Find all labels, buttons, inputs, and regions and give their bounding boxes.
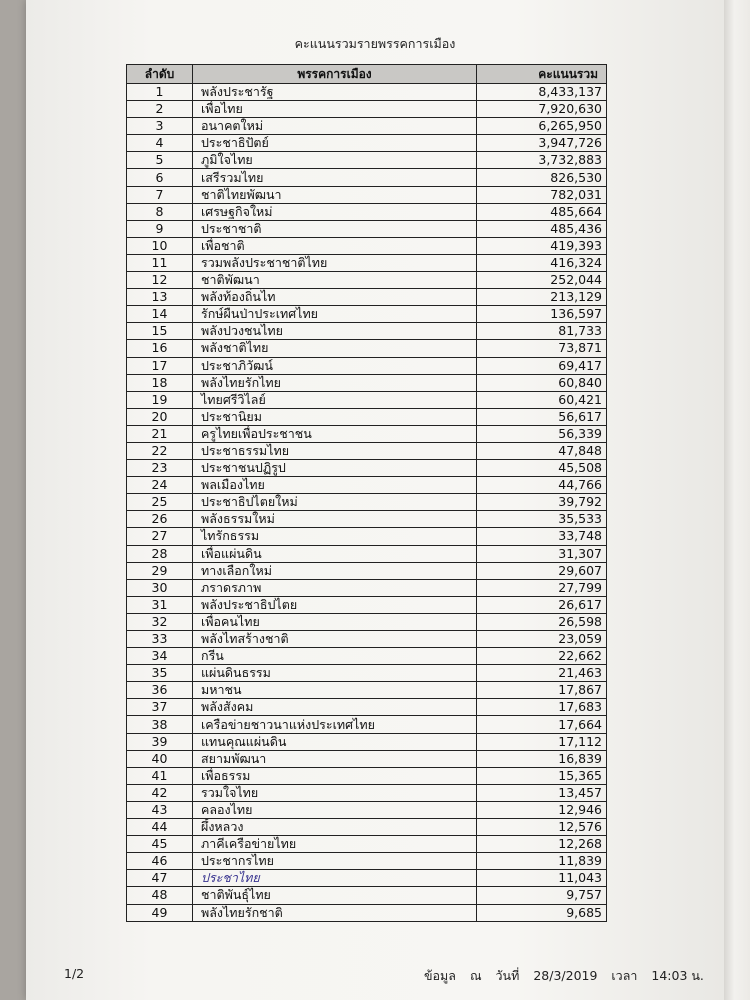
cell-party: เพื่อไทย: [193, 101, 477, 118]
table-row: [127, 84, 607, 101]
cell-score: 47,848: [477, 442, 607, 459]
cell-party: พลังท้องถิ่นไท: [193, 289, 477, 306]
cell-rank: 5: [127, 152, 193, 169]
cell-rank: 39: [127, 733, 193, 750]
table-row: [127, 750, 607, 767]
cell-score: 33,748: [477, 528, 607, 545]
cell-party: สยามพัฒนา: [193, 750, 477, 767]
cell-party: เพื่อชาติ: [193, 237, 477, 254]
cell-party: แทนคุณแผ่นดิน: [193, 733, 477, 750]
cell-rank: 24: [127, 477, 193, 494]
cell-party: ไทรักธรรม: [193, 528, 477, 545]
cell-score: 9,685: [477, 904, 607, 921]
at-label: ณ: [469, 968, 482, 983]
cell-score: 252,044: [477, 272, 607, 289]
cell-rank: 27: [127, 528, 193, 545]
table-row: [127, 118, 607, 135]
table-row: [127, 579, 607, 596]
cell-score: 7,920,630: [477, 101, 607, 118]
cell-score: 45,508: [477, 460, 607, 477]
cell-rank: 7: [127, 186, 193, 203]
cell-score: 485,664: [477, 203, 607, 220]
cell-score: 56,339: [477, 425, 607, 442]
table-row: [127, 101, 607, 118]
cell-score: 826,530: [477, 169, 607, 186]
table-row: [127, 220, 607, 237]
cell-rank: 14: [127, 306, 193, 323]
cell-party: ประชาไทย: [193, 870, 477, 887]
table-row: [127, 425, 607, 442]
cell-rank: 35: [127, 665, 193, 682]
cell-score: 23,059: [477, 631, 607, 648]
cell-rank: 1: [127, 84, 193, 101]
adjacent-paper-edge: [724, 0, 750, 1000]
cell-party: ประชาธรรมไทย: [193, 442, 477, 459]
table-header-row: [127, 65, 607, 84]
cell-rank: 47: [127, 870, 193, 887]
cell-score: 60,840: [477, 374, 607, 391]
cell-score: 3,947,726: [477, 135, 607, 152]
page-number: 1/2: [64, 966, 85, 981]
cell-rank: 33: [127, 631, 193, 648]
cell-party: ผึ้งหลวง: [193, 819, 477, 836]
cell-party: พลังประชาธิปไตย: [193, 596, 477, 613]
cell-rank: 4: [127, 135, 193, 152]
cell-rank: 23: [127, 460, 193, 477]
cell-score: 15,365: [477, 767, 607, 784]
cell-score: 29,607: [477, 562, 607, 579]
cell-rank: 16: [127, 340, 193, 357]
table-row: [127, 135, 607, 152]
cell-rank: 42: [127, 784, 193, 801]
table-row: [127, 511, 607, 528]
table-row: [127, 904, 607, 921]
table-row: [127, 460, 607, 477]
time-label: เวลา: [611, 968, 638, 983]
cell-party: ประชานิยม: [193, 408, 477, 425]
table-row: [127, 374, 607, 391]
cell-score: 17,867: [477, 682, 607, 699]
cell-rank: 41: [127, 767, 193, 784]
table-row: [127, 596, 607, 613]
table-row: [127, 887, 607, 904]
table-row: [127, 562, 607, 579]
table-row: [127, 442, 607, 459]
cell-rank: 31: [127, 596, 193, 613]
cell-rank: 3: [127, 118, 193, 135]
cell-rank: 43: [127, 801, 193, 818]
cell-party: รวมพลังประชาชาติไทย: [193, 254, 477, 271]
cell-score: 213,129: [477, 289, 607, 306]
cell-rank: 38: [127, 716, 193, 733]
table-row: [127, 631, 607, 648]
cell-rank: 34: [127, 648, 193, 665]
cell-party: ภูมิใจไทย: [193, 152, 477, 169]
cell-party: กรีน: [193, 648, 477, 665]
table-row: [127, 528, 607, 545]
cell-score: 26,617: [477, 596, 607, 613]
table-row: [127, 784, 607, 801]
document-title: คะแนนรวมรายพรรคการเมือง: [294, 36, 456, 51]
table-row: [127, 357, 607, 374]
cell-score: 12,576: [477, 819, 607, 836]
table-row: [127, 254, 607, 271]
table-row: [127, 819, 607, 836]
data-timestamp: [424, 966, 714, 986]
cell-score: 21,463: [477, 665, 607, 682]
cell-score: 13,457: [477, 784, 607, 801]
table-row: [127, 203, 607, 220]
cell-rank: 15: [127, 323, 193, 340]
cell-party: ไทยศรีวิไลย์: [193, 391, 477, 408]
cell-party: เครือข่ายชาวนาแห่งประเทศไทย: [193, 716, 477, 733]
cell-rank: 45: [127, 836, 193, 853]
cell-rank: 11: [127, 254, 193, 271]
cell-rank: 26: [127, 511, 193, 528]
cell-score: 17,683: [477, 699, 607, 716]
cell-party: รวมใจไทย: [193, 784, 477, 801]
cell-score: 17,664: [477, 716, 607, 733]
cell-score: 419,393: [477, 237, 607, 254]
cell-rank: 25: [127, 494, 193, 511]
cell-party: พลังไทยรักชาติ: [193, 904, 477, 921]
cell-rank: 37: [127, 699, 193, 716]
cell-score: 69,417: [477, 357, 607, 374]
table-row: [127, 836, 607, 853]
table-row: [127, 699, 607, 716]
cell-party: ชาติพันธุ์ไทย: [193, 887, 477, 904]
cell-score: 56,617: [477, 408, 607, 425]
cell-party: อนาคตใหม่: [193, 118, 477, 135]
cell-rank: 18: [127, 374, 193, 391]
table-row: [127, 477, 607, 494]
cell-rank: 2: [127, 101, 193, 118]
cell-score: 73,871: [477, 340, 607, 357]
table-row: [127, 306, 607, 323]
table-row: [127, 733, 607, 750]
table-row: [127, 613, 607, 630]
cell-score: 12,268: [477, 836, 607, 853]
cell-score: 3,732,883: [477, 152, 607, 169]
cell-score: 8,433,137: [477, 84, 607, 101]
cell-party: มหาชน: [193, 682, 477, 699]
table-row: [127, 648, 607, 665]
cell-party: ประชาภิวัฒน์: [193, 357, 477, 374]
table-row: [127, 767, 607, 784]
table-row: [127, 186, 607, 203]
cell-party: พลังประชารัฐ: [193, 84, 477, 101]
cell-rank: 21: [127, 425, 193, 442]
cell-score: 6,265,950: [477, 118, 607, 135]
results-table-wrapper: [126, 64, 606, 922]
header-party: พรรคการเมือง: [193, 65, 477, 84]
cell-party: ประชากรไทย: [193, 853, 477, 870]
date-label: วันที่: [495, 968, 520, 983]
header-rank: ลำดับ: [127, 65, 193, 84]
cell-score: 12,946: [477, 801, 607, 818]
cell-party: แผ่นดินธรรม: [193, 665, 477, 682]
table-row: [127, 494, 607, 511]
cell-rank: 44: [127, 819, 193, 836]
cell-party: ประชาชนปฏิรูป: [193, 460, 477, 477]
cell-party: เศรษฐกิจใหม่: [193, 203, 477, 220]
cell-score: 39,792: [477, 494, 607, 511]
cell-score: 27,799: [477, 579, 607, 596]
table-row: [127, 545, 607, 562]
table-row: [127, 272, 607, 289]
table-row: [127, 169, 607, 186]
cell-party: คลองไทย: [193, 801, 477, 818]
cell-party: พลังไทยรักไทย: [193, 374, 477, 391]
cell-party: ภราดรภาพ: [193, 579, 477, 596]
table-row: [127, 391, 607, 408]
cell-rank: 30: [127, 579, 193, 596]
cell-rank: 13: [127, 289, 193, 306]
cell-rank: 49: [127, 904, 193, 921]
cell-score: 17,112: [477, 733, 607, 750]
cell-score: 60,421: [477, 391, 607, 408]
cell-party: พลังสังคม: [193, 699, 477, 716]
cell-party: ประชาธิปัตย์: [193, 135, 477, 152]
table-row: [127, 665, 607, 682]
cell-score: 81,733: [477, 323, 607, 340]
cell-party: ประชาธิปไตยใหม่: [193, 494, 477, 511]
cell-score: 136,597: [477, 306, 607, 323]
cell-rank: 20: [127, 408, 193, 425]
cell-party: เพื่อคนไทย: [193, 613, 477, 630]
cell-score: 11,043: [477, 870, 607, 887]
cell-rank: 28: [127, 545, 193, 562]
cell-rank: 36: [127, 682, 193, 699]
cell-rank: 32: [127, 613, 193, 630]
cell-party: ประชาชาติ: [193, 220, 477, 237]
cell-score: 31,307: [477, 545, 607, 562]
table-row: [127, 152, 607, 169]
cell-rank: 46: [127, 853, 193, 870]
cell-party: ทางเลือกใหม่: [193, 562, 477, 579]
cell-score: 26,598: [477, 613, 607, 630]
table-row: [127, 716, 607, 733]
cell-rank: 12: [127, 272, 193, 289]
cell-party: ภาคีเครือข่ายไทย: [193, 836, 477, 853]
table-row: [127, 408, 607, 425]
cell-party: พลังธรรมใหม่: [193, 511, 477, 528]
cell-rank: 48: [127, 887, 193, 904]
table-row: [127, 870, 607, 887]
table-row: [127, 340, 607, 357]
cell-rank: 17: [127, 357, 193, 374]
cell-party: พลังไทสร้างชาติ: [193, 631, 477, 648]
cell-score: 16,839: [477, 750, 607, 767]
table-row: [127, 289, 607, 306]
cell-party: ชาติไทยพัฒนา: [193, 186, 477, 203]
table-row: [127, 801, 607, 818]
date-value: 28/3/2019: [533, 968, 598, 983]
time-value: 14:03 น.: [651, 968, 704, 983]
cell-party: พลังปวงชนไทย: [193, 323, 477, 340]
party-results-table: [126, 64, 607, 922]
cell-party: เพื่อธรรม: [193, 767, 477, 784]
cell-score: 11,839: [477, 853, 607, 870]
cell-rank: 22: [127, 442, 193, 459]
table-row: [127, 682, 607, 699]
cell-rank: 40: [127, 750, 193, 767]
cell-rank: 29: [127, 562, 193, 579]
cell-score: 44,766: [477, 477, 607, 494]
table-row: [127, 237, 607, 254]
cell-rank: 9: [127, 220, 193, 237]
cell-rank: 6: [127, 169, 193, 186]
table-row: [127, 853, 607, 870]
cell-score: 485,436: [477, 220, 607, 237]
cell-party: เสรีรวมไทย: [193, 169, 477, 186]
cell-rank: 10: [127, 237, 193, 254]
cell-rank: 19: [127, 391, 193, 408]
cell-score: 9,757: [477, 887, 607, 904]
cell-party: พลังชาติไทย: [193, 340, 477, 357]
cell-score: 416,324: [477, 254, 607, 271]
cell-score: 782,031: [477, 186, 607, 203]
cell-party: รักษ์ผืนป่าประเทศไทย: [193, 306, 477, 323]
cell-rank: 8: [127, 203, 193, 220]
header-score: คะแนนรวม: [477, 65, 607, 84]
cell-party: พลเมืองไทย: [193, 477, 477, 494]
cell-score: 35,533: [477, 511, 607, 528]
cell-party: ชาติพัฒนา: [193, 272, 477, 289]
table-row: [127, 323, 607, 340]
cell-party: ครูไทยเพื่อประชาชน: [193, 425, 477, 442]
cell-party: เพื่อแผ่นดิน: [193, 545, 477, 562]
data-label: ข้อมูล: [424, 968, 456, 983]
cell-score: 22,662: [477, 648, 607, 665]
